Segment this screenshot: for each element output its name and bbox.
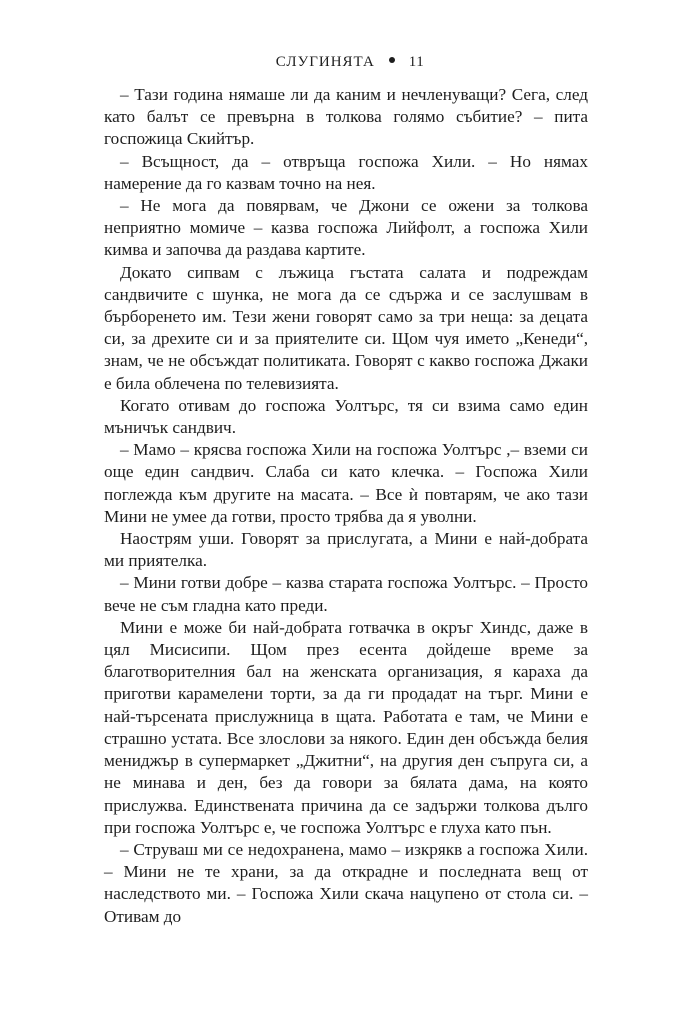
body-text xyxy=(104,84,588,928)
paragraph: – Не мога да повярвам, че Джони се ожени за толкова неприятно момиче – казва госпожа Лийфолт, а госпожа Хили кимва и започва да раздава картите. xyxy=(104,196,588,260)
paragraph: – Всъщност, да – отвръща госпожа Хили. – Но нямах намерение да го казвам точно на нея. xyxy=(104,151,588,193)
paragraph: Наострям уши. Говорят за прислугата, а Мини е най-добрата ми приятелка. xyxy=(104,529,588,571)
paragraph: – Мини готви добре – казва старата госпожа Уолтърс. – Просто вече не съм гладна като преди. xyxy=(104,573,588,615)
separator-dot-icon xyxy=(389,57,395,63)
paragraph: Докато сипвам с лъжица гъстата салата и подреждам сандвичите с шунка, не мога да се сдържа и се заслушвам в бърборенето им. Тези жени говорят само за три неща: за децата си, за дрехите си и за приятелите си. Щом чуя името „Кенеди“, знам, че не обсъждат политиката. Говорят с какво госпожа Джаки е била облечена по телевизията. xyxy=(104,262,588,393)
page-number: 11 xyxy=(408,54,425,70)
paragraph: – Мамо – крясва госпожа Хили на госпожа Уолтърс ,– вземи си още един сандвич. Слаба си като клечка. – Госпожа Хили поглежда към другите на масата. – Все ѝ повтарям, че ако тази Мини не умее да готви, просто трябва да я уволни. xyxy=(104,440,588,526)
book-title: СЛУГИНЯТА xyxy=(275,54,375,70)
paragraph: Мини е може би най-добрата готвачка в окръг Хиндс, даже в цял Мисисипи. Щом през есента дойдеше време за благотворителния бал на женската организация, я караха да приготви карамелени торти, за да ги продадат на търг. Мини е най-търсената прислужница в щата. Работата е там, че Мини е страшно устата. Все злослови за някого. Един ден обсъжда белия мениджър в супермаркет „Джитни“, на другия ден съпруга си, а не минава и ден, без да говори за бялата дама, на която прислужва. Единствената причина да се задържи толкова дълго при госпожа Уолтърс е, че госпожа Уолтърс е глуха като пън. xyxy=(104,617,588,837)
paragraph: Когато отивам до госпожа Уолтърс, тя си взима само един мъничък сандвич. xyxy=(104,395,588,438)
running-header xyxy=(0,52,700,72)
paragraph: – Тази година нямаше ли да каним и нечленуващи? Сега, след като балът се превърна в толкова голямо събитие? – пита госпожица Скийтър. xyxy=(104,85,588,149)
paragraph: – Струваш ми се недохранена, мамо – изкрякв а госпожа Хили. – Мини не те храни, за да открадне и последната вещ от наследството ми. – Госпожа Хили скача нацупено от стола си. – Отивам до xyxy=(104,839,588,926)
